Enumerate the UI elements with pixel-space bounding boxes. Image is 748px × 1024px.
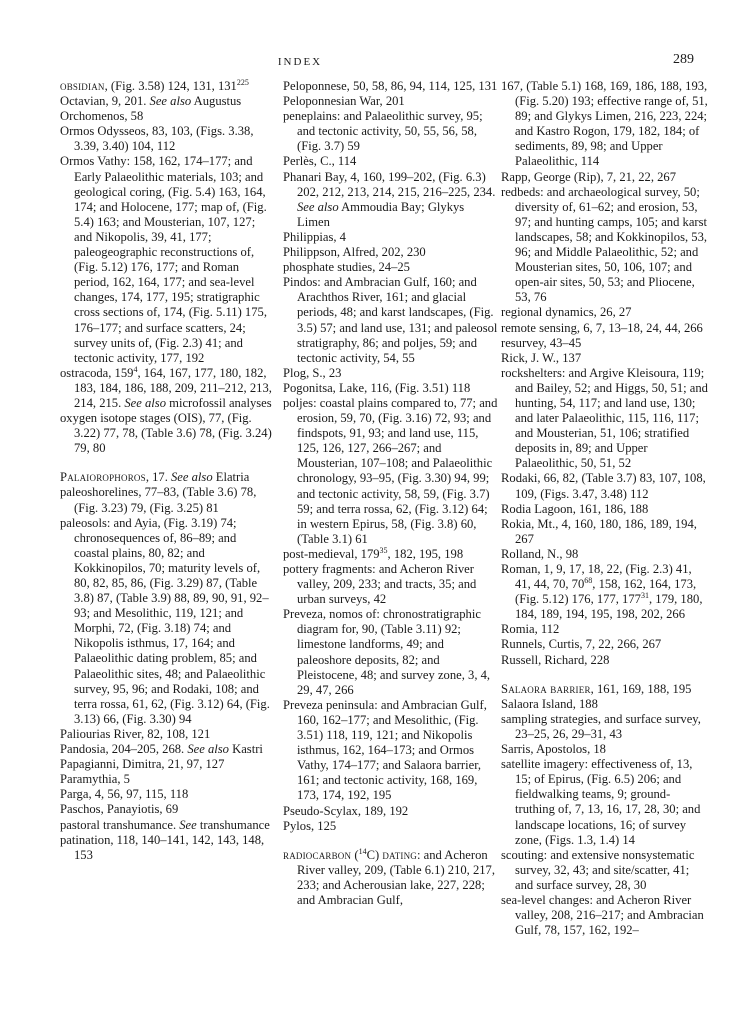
index-entry: Rapp, George (Rip), 7, 21, 22, 267	[501, 169, 677, 184]
index-entry: Salaora Island, 188	[501, 696, 598, 711]
index-entry: rockshelters: and Argive Kleisoura, 119; and Bailey, 52; and Higgs, 50, 51; and hunting, 54, 117; and land use, 130; and later Palaeolithic, 115, 116, 117; and Mousterian, 51, 106; stratified deposits in, 89; and Upper Palaeolithic, 50, 51, 52	[501, 365, 708, 471]
index-entry: Ormos Odysseos, 83, 103, (Figs. 3.38, 3.39, 3.40) 104, 112	[60, 124, 254, 154]
index-entry: Rokia, Mt., 4, 160, 180, 186, 189, 194, 267	[501, 516, 697, 546]
index-entry: Russell, Richard, 228	[501, 652, 610, 667]
index-entry: Pandosia, 204–205, 268. See also Kastri	[60, 742, 263, 757]
index-entry: Preveza, nomos of: chronostratigraphic diagram for, 90, (Table 3.11) 92; limestone landforms, 49; and paleoshore deposits, 82; and Pleistocene, 48; and survey zone, 3, 4, 29, 47, 266	[283, 607, 491, 697]
index-entry: sampling strategies, and surface survey, 23–25, 26, 29–31, 43	[501, 711, 701, 741]
index-entry: ostracoda, $159^4$, 164, 167, 177, 180, 182, 183, 184, 186, 188, 209, 211–212, 213, 214, 215. See also microfossil analyses	[60, 364, 272, 410]
index-entry: Romia, 112	[501, 622, 560, 637]
index-entry: poljes: coastal plains compared to, 77; and erosion, 59, 70, (Fig. 3.16) 72, 93; and findspots, 91, 93; and land use, 115, 125, 126, 127, 266–267; and Mousterian, 107–108; and Palaeolithic chronology, 93–95, (Fig. 3.30) 94, 99; and tectonic activity, 58, 59, (Fig. 3.7) 59; and terra rossa, 62, (Fig. 3.12) 64; in western Epirus, 58, (Fig. 3.8) 60, (Table 3.1) 61	[283, 395, 498, 546]
index-entry: pastoral transhumance. See transhumance	[60, 817, 270, 832]
index-entry: pottery fragments: and Acheron River valley, 209, 233; and tracts, 35; and urban surveys, 42	[283, 562, 477, 607]
index-entry: paleosols: and Ayia, (Fig. 3.19) 74; chronosequences of, 86–89; and coastal plains, 80, 82; and Kokkinopilos, 70; maturity levels of, 80, 82, 85, 86, (Fig. 3.29) 87, (Table 3.8) 87, (Table 3.9) 88, 89, 90, 91, 92–93; and Mesolithic, 119, 121; and Morphi, 72, (Fig. 3.18) 74; and Nikopolis isthmus, 17, 164; and Palaeolithic dating problem, 85; and Palaeolithic sites, 48; and Palaeolithic survey, 95, 96; and Rodaki, 108; and terra rossa, 61, 62, (Fig. 3.12) 64, (Fig. 3.13) 66, (Fig. 3.30) 94	[60, 515, 270, 726]
index-entry: Perlès, C., 114	[283, 154, 357, 169]
index-entry: Octavian, 9, 201. See also Augustus	[60, 94, 242, 109]
index-entry: 167, (Table 5.1) 168, 169, 186, 188, 193, (Fig. 5.20) 193; effective range of, 51, 89; and Glykys Limen, 216, 223, 224; and Kastro Rogon, 179, 182, 184; of sediments, 89, 98; and Upper Palaeolithic, 114	[501, 79, 708, 169]
index-entry: Philippson, Alfred, 202, 230	[283, 245, 426, 260]
index-entry: remote sensing, 6, 7, 13–18, 24, 44, 266	[501, 320, 703, 335]
index-column-3	[501, 79, 709, 938]
index-entry: scouting: and extensive nonsystematic survey, 32, 43; and site/scatter, 41; and surface survey, 28, 30	[501, 847, 695, 892]
index-entry: satellite imagery: effectiveness of, 13, 15; of Epirus, (Fig. 6.5) 206; and fieldwalking teams, 9; ground-truthing of, 7, 13, 16, 17, 28, 30; and landscape locations, 16; of survey zone, (Figs. 1.3, 1.4) 14	[501, 757, 701, 847]
index-entry: sea-level changes: and Acheron River valley, 208, 216–217; and Ambracian Gulf, 78, 157, 162, 192–	[501, 892, 704, 938]
index-entry: Pindos: and Ambracian Gulf, 160; and Arachthos River, 161; and glacial periods, 48; and karst landscapes, (Fig. 3.5) 57; and land use, 131; and paleosol stratigraphy, 86; and poljes, 59; and tectonic activity, 54, 55	[283, 275, 498, 365]
index-entry: Peloponnese, 50, 58, 86, 94, 114, 125, 131	[283, 79, 498, 93]
index-entry: Rodia Lagoon, 161, 186, 188	[501, 501, 649, 516]
index-entry: Plog, S., 23	[283, 365, 342, 380]
index-entry: Papagianni, Dimitra, 21, 97, 127	[60, 757, 225, 772]
index-entry: Paschos, Panayiotis, 69	[60, 802, 179, 817]
index-entry: Pylos, 125	[283, 818, 337, 833]
index-entry: Rolland, N., 98	[501, 546, 579, 561]
index-entry: Pseudo-Scylax, 189, 192	[283, 803, 409, 818]
index-entry: Sarris, Apostolos, 18	[501, 742, 606, 757]
index-entry: patination, 118, 140–141, 142, 143, 148, 153	[60, 832, 265, 862]
index-entry: Peloponnesian War, 201	[283, 94, 405, 109]
index-entry: Preveza peninsula: and Ambracian Gulf, 160, 162–177; and Mesolithic, (Fig. 3.51) 118, 119, 121; and Nikopolis isthmus, 162, 164–173; and Ormos Vathy, 174–177; and Salaora barrier, 161; and tectonic activity, 168, 169, 173, 174, 192, 195	[283, 697, 487, 803]
page-number: 289	[673, 52, 694, 67]
index-column-1	[60, 79, 272, 863]
index-entry: Runnels, Curtis, 7, 22, 266, 267	[501, 637, 662, 652]
index-entry: phosphate studies, 24–25	[283, 260, 410, 275]
index-entry: Rick, J. W., 137	[501, 350, 582, 365]
index-entry: redbeds: and archaeological survey, 50; diversity of, 61–62; and erosion, 53, 97; and hunting camps, 105; and karst landscapes, 58; and Kokkinopilos, 53, 96; and Middle Palaeolithic, 52; and Mousterian sites, 50, 106, 107; and open-air sites, 50, 53; and Pliocene, 53, 76	[501, 184, 708, 305]
index-entry: radiocarbon ($^{14}$C) dating: and Acheron River valley, 209, (Table 6.1) 210, 217, 233; and Acherousian lake, 227, 228; and Ambracian Gulf,	[283, 846, 496, 907]
index-entry: Pogonitsa, Lake, 116, (Fig. 3.51) 118	[283, 380, 471, 395]
index-column-2	[283, 79, 499, 908]
index-entry: Parga, 4, 56, 97, 115, 118	[60, 787, 189, 802]
index-entry: Palaiorophoros, 17. See also Elatria	[60, 470, 250, 485]
index-entry: regional dynamics, 26, 27	[501, 305, 632, 320]
index-entry: Paramythia, 5	[60, 772, 130, 787]
index-entry: obsidian, (Fig. 3.58) 124, 131, $131^{225}$	[60, 77, 249, 93]
index-entry: resurvey, 43–45	[501, 335, 582, 350]
index-entry: paleoshorelines, 77–83, (Table 3.6) 78, (Fig. 3.23) 79, (Fig. 3.25) 81	[60, 485, 257, 515]
index-entry: Ormos Vathy: 158, 162, 174–177; and Early Palaeolithic materials, 103; and geological coring, (Fig. 5.4) 163, 164, 174; and Holocene, 177; map of, (Fig. 5.4) 163; and Mousterian, 107, 127; and Nikopolis, 39, 41, 177; paleogeographic reconstructions of, (Fig. 5.12) 176, 177; and Roman period, 162, 164, 177; and sea-level changes, 174, 177, 195; stratigraphic cross sections of, 174, (Fig. 5.11) 175, 176–177; and surface scatters, 24; survey units of, (Fig. 2.3) 41; and tectonic activity, 177, 192	[60, 154, 267, 365]
page-header	[0, 52, 748, 72]
index-entry: Philippias, 4	[283, 229, 346, 244]
index-entry: post-medieval, $179^{35}$, 182, 195, 198	[283, 545, 464, 561]
index-entry: Salaora barrier, 161, 169, 188, 195	[501, 681, 692, 696]
index-entry: Roman, 1, 9, 17, 18, 22, (Fig. 2.3) 41, 41, 44, 70, $70^{68}$, 158, 162, 164, 173, (Fig. 5.12) 176, 177, $177^{31}$, 179, 180, 184, 189, 194, 195, 198, 202, 266	[501, 562, 703, 622]
index-entry: oxygen isotope stages (OIS), 77, (Fig. 3.22) 77, 78, (Table 3.6) 78, (Fig. 3.24) 79, 80	[60, 411, 272, 456]
index-entry: peneplains: and Palaeolithic survey, 95; and tectonic activity, 50, 55, 56, 58, (Fig. 3.7) 59	[283, 109, 483, 154]
index-entry: Rodaki, 66, 82, (Table 3.7) 83, 107, 108, 109, (Figs. 3.47, 3.48) 112	[501, 471, 706, 501]
index-entry: Phanari Bay, 4, 160, 199–202, (Fig. 6.3) 202, 212, 213, 214, 215, 216–225, 234. See also Ammoudia Bay; Glykys Limen	[283, 169, 496, 229]
index-entry: Orchomenos, 58	[60, 109, 144, 124]
running-head: INDEX	[277, 56, 323, 68]
index-entry: Paliourias River, 82, 108, 121	[60, 726, 211, 741]
